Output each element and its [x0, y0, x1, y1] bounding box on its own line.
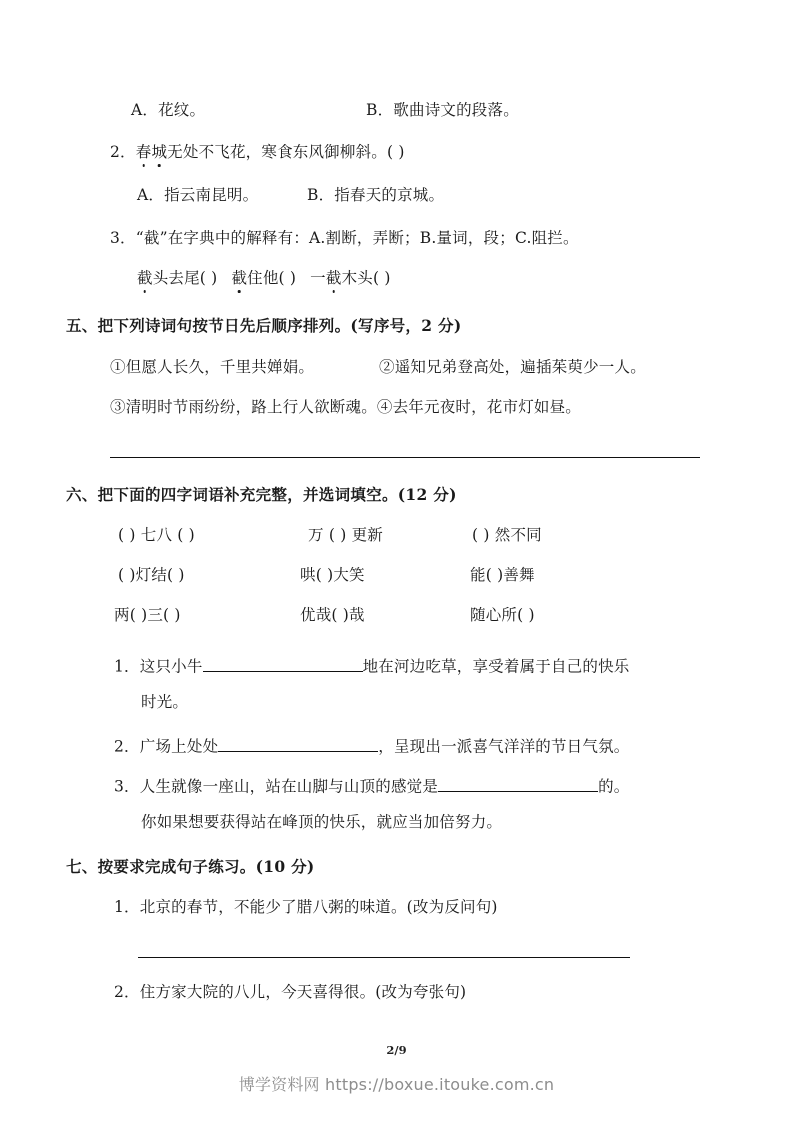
fill-1-before: 这只小牛 — [139, 657, 203, 676]
question-2-stem — [110, 145, 405, 161]
fill-2-number: 2． — [114, 737, 140, 756]
question-2-stem-text: 无处不飞花，寒食东风御柳斜。( ) — [167, 143, 405, 161]
fill-1-number: 1． — [114, 657, 140, 676]
section-seven-heading: 七、按要求完成句子练习。(10 分) — [66, 857, 315, 876]
seven-q1-text: 北京的春节，不能少了腊八粥的味道。(改为反问句) — [139, 898, 498, 916]
emphasis-char-jie-1: 截 — [137, 269, 153, 287]
idiom-row-1-col-2: 万 ( ) 更新 — [308, 526, 383, 544]
section-five-answer-line[interactable] — [110, 457, 700, 458]
question-3-answer-items — [137, 271, 391, 287]
section-six-fill-2 — [114, 735, 629, 755]
question-3-stem-text: “截”在字典中的解释有：A.割断，弄断；B.量词，段；C.阻拦。 — [135, 229, 579, 247]
idiom-row-1-col-3: ( ) 然不同 — [472, 526, 542, 544]
fill-2-blank[interactable] — [218, 735, 378, 752]
section-six-fill-1 — [114, 655, 629, 675]
section-six-fill-3 — [114, 775, 629, 795]
fill-3-after: 的。 — [598, 777, 630, 796]
option-b-text: 歌曲诗文的段落。 — [393, 101, 519, 119]
section-six-fill-1-continuation: 时光。 — [141, 693, 189, 711]
question-2-option-a — [137, 188, 258, 204]
q3-item-3-prefix: 一 — [310, 269, 326, 287]
idiom-row-3-col-3: 随心所( ) — [470, 606, 535, 624]
section-five-item-2: ②遥知兄弟登高处，遍插茱萸少一人。 — [379, 358, 646, 376]
section-five-item-1: ①但愿人长久，千里共婵娟。 — [110, 358, 315, 376]
fill-3-before: 人生就像一座山，站在山脚与山顶的感觉是 — [139, 777, 439, 796]
q2-option-b-text: 指春天的京城。 — [334, 186, 445, 204]
section-six-fill-3-continuation: 你如果想要获得站在峰顶的快乐，就应当加倍努力。 — [141, 813, 503, 831]
option-b-marker: B． — [366, 101, 394, 119]
section-six-heading: 六、把下面的四字词语补充完整，并选词填空。(12 分) — [66, 485, 457, 504]
question-2-option-b — [307, 188, 444, 204]
idiom-row-2-col-2: 哄( )大笑 — [300, 566, 365, 584]
question-3-stem — [110, 231, 579, 247]
page-number: 2/9 — [386, 1043, 407, 1057]
question-2-number: 2． — [110, 143, 136, 161]
site-watermark: 博学资料网 https://boxue.itouke.com.cn — [238, 1075, 555, 1094]
section-five-heading: 五、把下列诗词句按节日先后顺序排列。(写序号，2 分) — [66, 316, 462, 335]
idiom-row-3-col-2: 优哉( )哉 — [300, 606, 365, 624]
idiom-row-1-col-1: ( ) 七八 ( ) — [118, 526, 195, 544]
fill-3-blank[interactable] — [438, 775, 598, 792]
seven-q2-text: 住方家大院的八儿，今天喜得很。(改为夸张句) — [139, 983, 467, 1001]
section-seven-question-1 — [114, 900, 498, 916]
option-a-marker: A． — [131, 101, 159, 119]
q2-option-a-marker: A． — [137, 186, 165, 204]
fill-1-after: 地在河边吃草，享受着属于自己的快乐 — [362, 657, 630, 676]
question-3-number: 3． — [110, 229, 136, 247]
fill-3-number: 3． — [114, 777, 140, 796]
q2-option-b-marker: B． — [307, 186, 335, 204]
seven-q2-number: 2． — [114, 983, 140, 1001]
option-a-text: 花纹。 — [158, 101, 206, 119]
option-line-b — [366, 103, 519, 119]
section-seven-question-2 — [114, 985, 466, 1001]
idiom-row-2-col-1: ( )灯结( ) — [118, 566, 185, 584]
idiom-row-3-col-1: 两( )三( ) — [114, 606, 181, 624]
fill-2-after: ，呈现出一派喜气洋洋的节日气氛。 — [378, 737, 630, 756]
section-five-item-3-4: ③清明时节雨纷纷，路上行人欲断魂。④去年元夜时，花市灯如昼。 — [110, 398, 582, 416]
q3-item-3-text: 木头( ) — [341, 269, 391, 287]
emphasis-char-chun: 春 — [135, 143, 152, 161]
q3-item-2-text: 住他( ) — [247, 269, 297, 287]
emphasis-char-jie-3: 截 — [325, 269, 342, 287]
option-line-a — [131, 103, 205, 119]
idiom-row-2-col-3: 能( )善舞 — [470, 566, 535, 584]
q2-option-a-text: 指云南昆明。 — [164, 186, 259, 204]
q3-item-1-text: 头去尾( ) — [152, 269, 218, 287]
emphasis-char-jie-2: 截 — [231, 269, 248, 287]
fill-2-before: 广场上处处 — [139, 737, 219, 756]
fill-1-blank[interactable] — [203, 655, 363, 672]
seven-q1-number: 1． — [114, 898, 140, 916]
section-seven-answer-line-1[interactable] — [138, 957, 630, 958]
emphasis-char-cheng: 城 — [151, 143, 168, 161]
